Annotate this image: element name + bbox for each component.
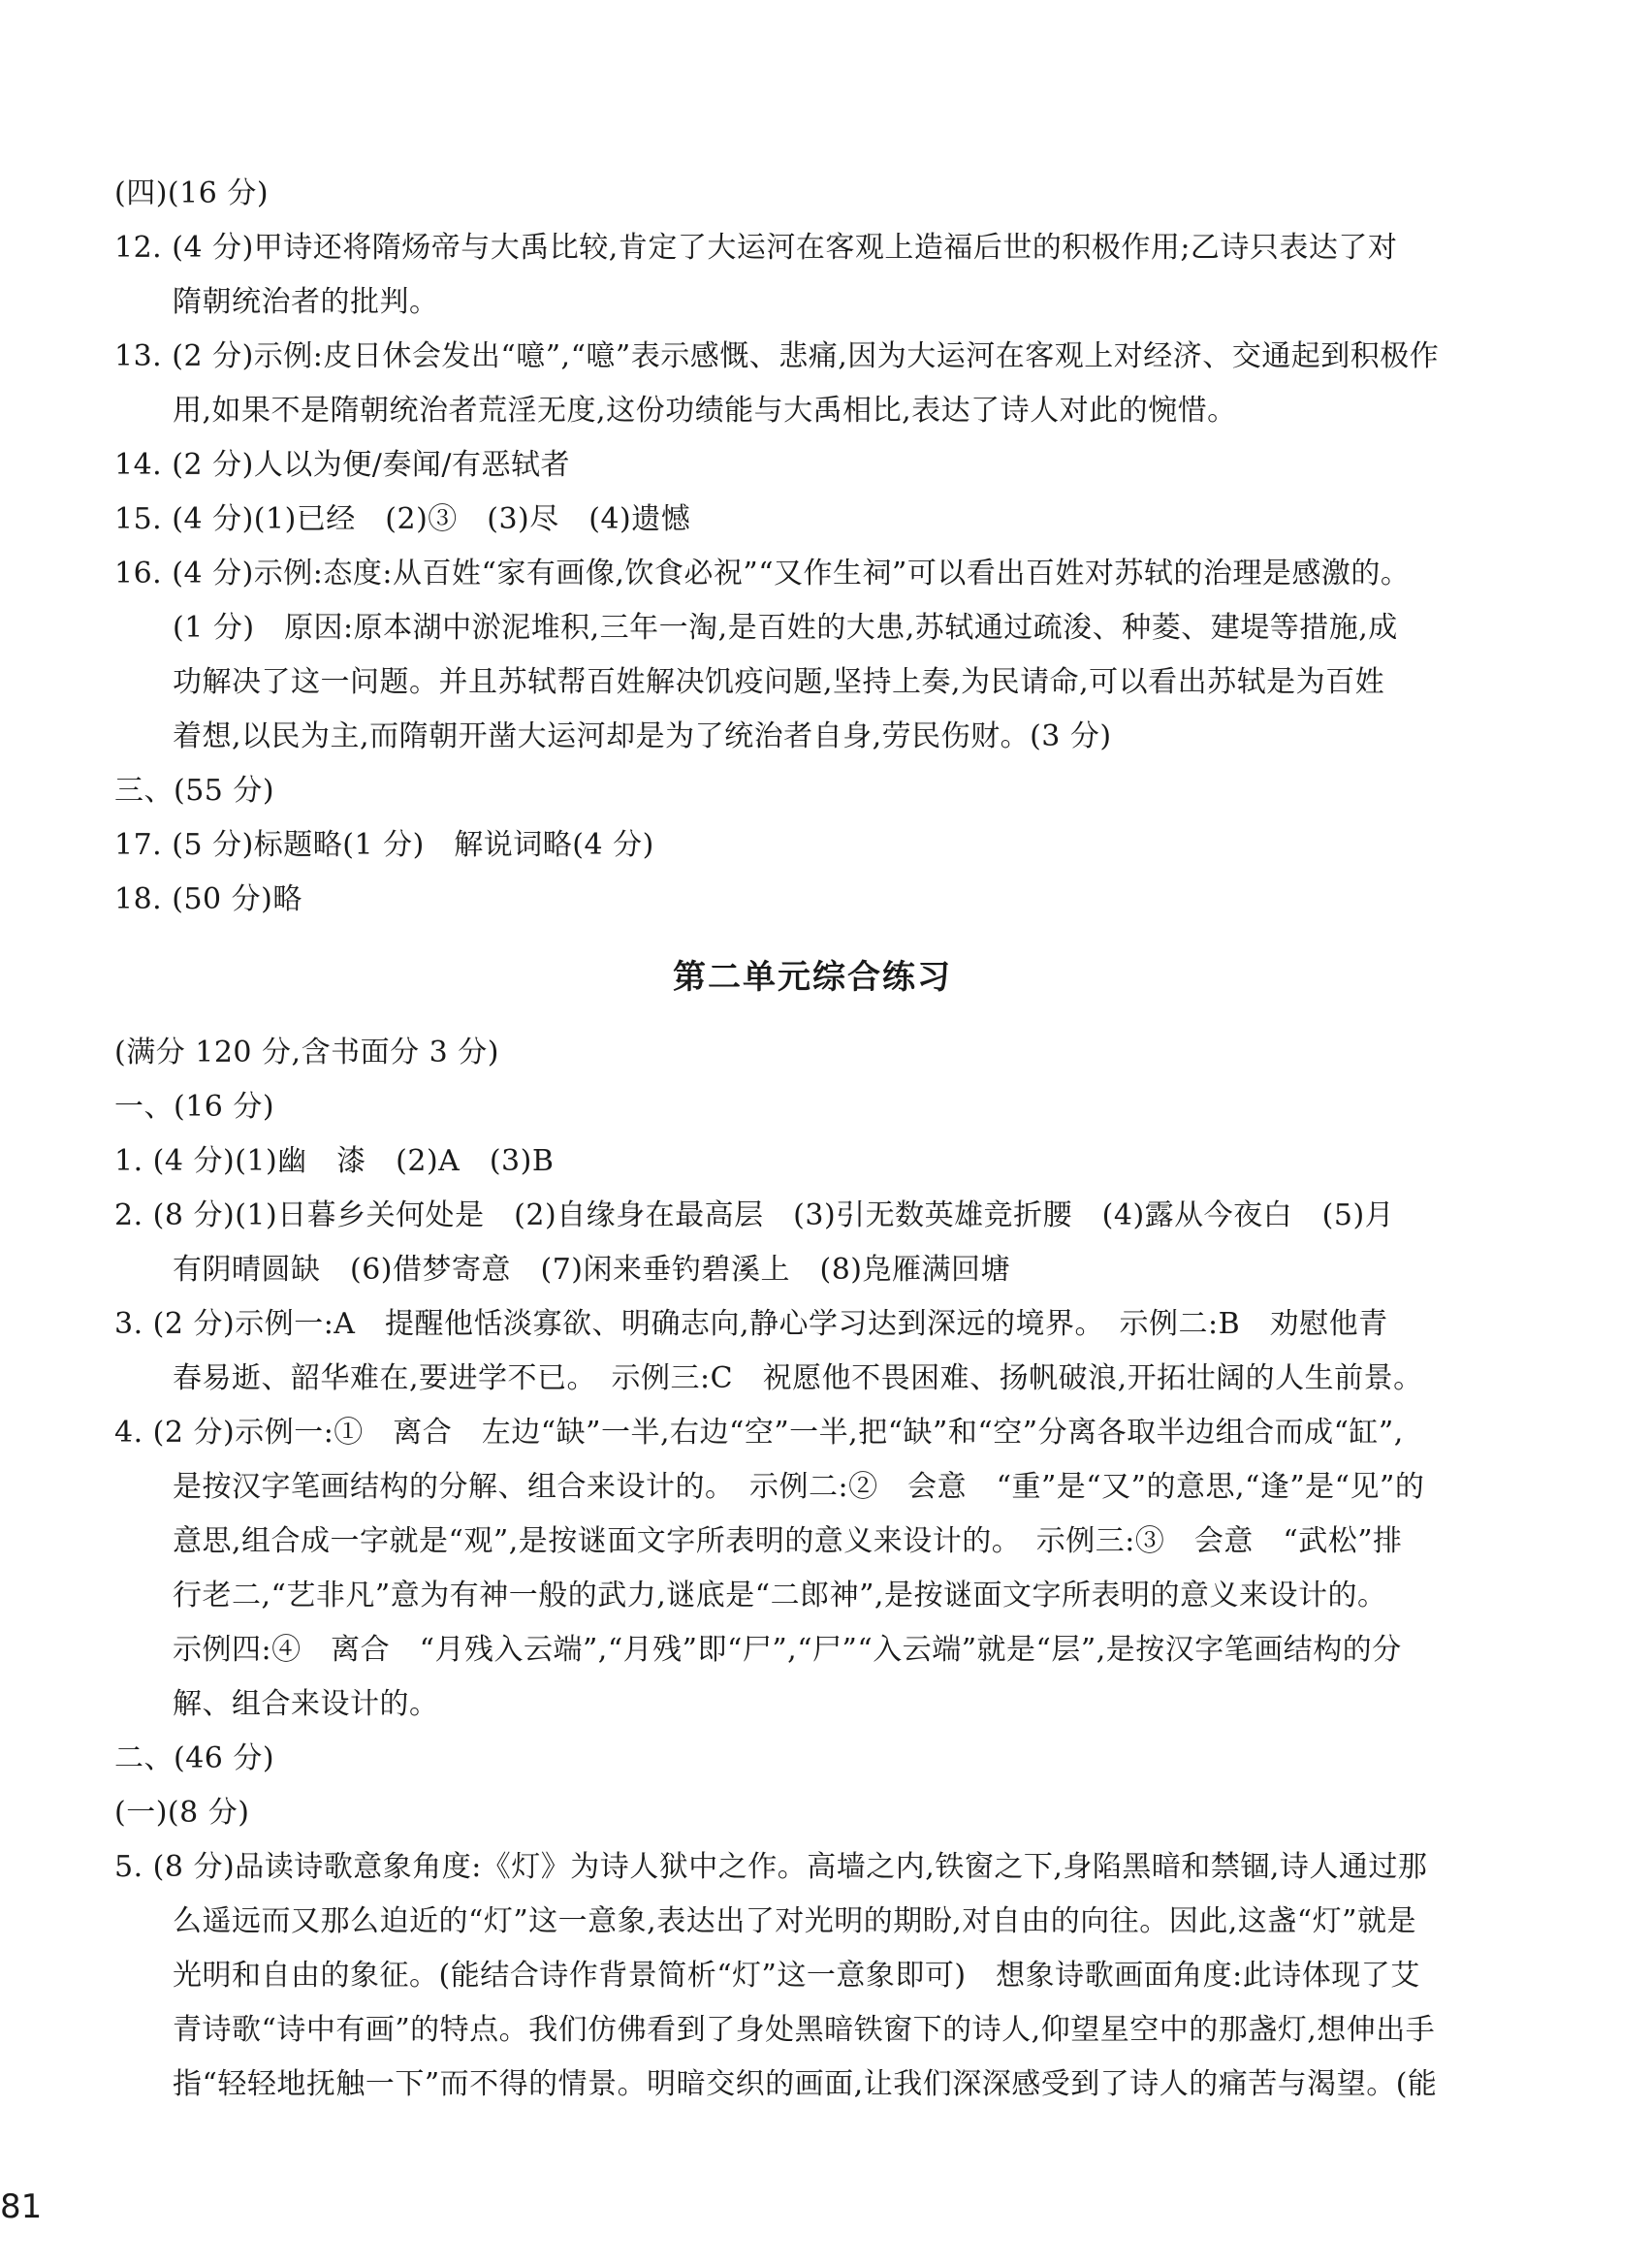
answer-14: 14. (2 分)人以为便/奏闻/有恶轼者 (114, 448, 570, 482)
answer-line: 有阴晴圆缺 (6)借梦寄意 (7)闲来垂钓碧溪上 (8)凫雁满回塘 (173, 1253, 1010, 1287)
answer-line: 解、组合来设计的。 (173, 1687, 439, 1721)
answer-line: 13. (2 分)示例:皮日休会发出“噫”,“噫”表示感慨、悲痛,因为大运河在客观上对经济、交通起到积极作 (114, 339, 1440, 373)
answer-2 (114, 1189, 1510, 1297)
answer-15: 15. (4 分)(1)已经 (2)③ (3)尽 (4)遗憾 (114, 502, 691, 536)
answer-line: 指“轻轻地抚触一下”而不得的情景。明暗交织的画面,让我们深深感受到了诗人的痛苦与渴望。(能 (173, 2067, 1438, 2101)
answer-line: 示例四:④ 离合 “月残入云端”,“月残”即“尸”,“尸”“入云端”就是“层”,是按汉字笔画结构的分 (173, 1633, 1402, 1667)
answer-16 (114, 547, 1510, 764)
answer-line: 是按汉字笔画结构的分解、组合来设计的。 示例二:② 会意 “重”是“又”的意思,“逢”是“见”的 (173, 1470, 1425, 1504)
answer-line: 光明和自由的象征。(能结合诗作背景简析“灯”这一意象即可) 想象诗歌画面角度:此诗体现了艾 (173, 1959, 1420, 1993)
answer-line: 意思,组合成一字就是“观”,是按谜面文字所表明的意义来设计的。 示例三:③ 会意 “武松”排 (173, 1524, 1403, 1558)
answer-line: 青诗歌“诗中有画”的特点。我们仿佛看到了身处黑暗铁窗下的诗人,仰望星空中的那盏灯,想伸出手 (173, 2013, 1436, 2047)
answer-line: 么遥远而又那么迫近的“灯”这一意象,表达出了对光明的期盼,对自由的向往。因此,这盏“灯”就是 (173, 1904, 1416, 1938)
page-number: 81 (0, 2187, 43, 2226)
answer-1: 1. (4 分)(1)幽 漆 (2)A (3)B (114, 1144, 555, 1178)
answer-line: 5. (8 分)品读诗歌意象角度:《灯》为诗人狱中之作。高墙之内,铁窗之下,身陷黑暗和禁锢,诗人通过那 (114, 1850, 1428, 1884)
answer-line: 3. (2 分)示例一:A 提醒他恬淡寡欲、明确志向,静心学习达到深远的境界。 示例二:B 劝慰他青 (114, 1307, 1388, 1341)
answer-line: 用,如果不是隋朝统治者荒淫无度,这份功绩能与大禹相比,表达了诗人对此的惋惜。 (173, 394, 1237, 428)
answer-5 (114, 1840, 1510, 2112)
answer-line: 功解决了这一问题。并且苏轼帮百姓解决饥疫问题,坚持上奏,为民请命,可以看出苏轼是为百姓 (173, 665, 1385, 699)
subsection-header: (一)(8 分) (114, 1796, 250, 1830)
answer-13 (114, 330, 1510, 438)
section-header: 一、(16 分) (114, 1090, 275, 1124)
answer-line: 12. (4 分)甲诗还将隋炀帝与大禹比较,肯定了大运河在客观上造福后世的积极作用;乙诗只表达了对 (114, 231, 1398, 265)
answer-line: 16. (4 分)示例:态度:从百姓“家有画像,饮食必祝”“又作生祠”可以看出百姓对苏轼的治理是感激的。 (114, 557, 1411, 590)
answer-3 (114, 1297, 1510, 1406)
answer-line: 行老二,“艺非凡”意为有神一般的武力,谜底是“二郎神”,是按谜面文字所表明的意义来设计的。 (173, 1579, 1387, 1612)
answer-line: 4. (2 分)示例一:① 离合 左边“缺”一半,右边“空”一半,把“缺”和“空”分离各取半边组合而成“缸”, (114, 1416, 1404, 1450)
answer-line: 隋朝统治者的批判。 (173, 285, 439, 319)
answer-4 (114, 1406, 1510, 1732)
answer-17: 17. (5 分)标题略(1 分) 解说词略(4 分) (114, 828, 654, 862)
answer-18: 18. (50 分)略 (114, 882, 302, 916)
answer-12 (114, 221, 1510, 330)
answer-line: (1 分) 原因:原本湖中淤泥堆积,三年一淘,是百姓的大患,苏轼通过疏浚、种菱、建堤等措施,成 (173, 611, 1398, 645)
page-content (114, 167, 1510, 2112)
section-header: 三、(55 分) (114, 774, 275, 808)
section-header: 二、(46 分) (114, 1741, 275, 1775)
answer-line: 着想,以民为主,而隋朝开凿大运河却是为了统治者自身,劳民伤财。(3 分) (173, 719, 1112, 753)
section-title: 第二单元综合练习 (673, 958, 952, 997)
part-header: (四)(16 分) (114, 176, 270, 210)
answer-line: 2. (8 分)(1)日暮乡关何处是 (2)自缘身在最高层 (3)引无数英雄竞折腰 (4)露从今夜白 (5)月 (114, 1198, 1395, 1232)
answer-line: 春易逝、韶华难在,要进学不已。 示例三:C 祝愿他不畏困难、扬帆破浪,开拓壮阔的人生前景。 (173, 1361, 1423, 1395)
score-note: (满分 120 分,含书面分 3 分) (114, 1036, 499, 1069)
